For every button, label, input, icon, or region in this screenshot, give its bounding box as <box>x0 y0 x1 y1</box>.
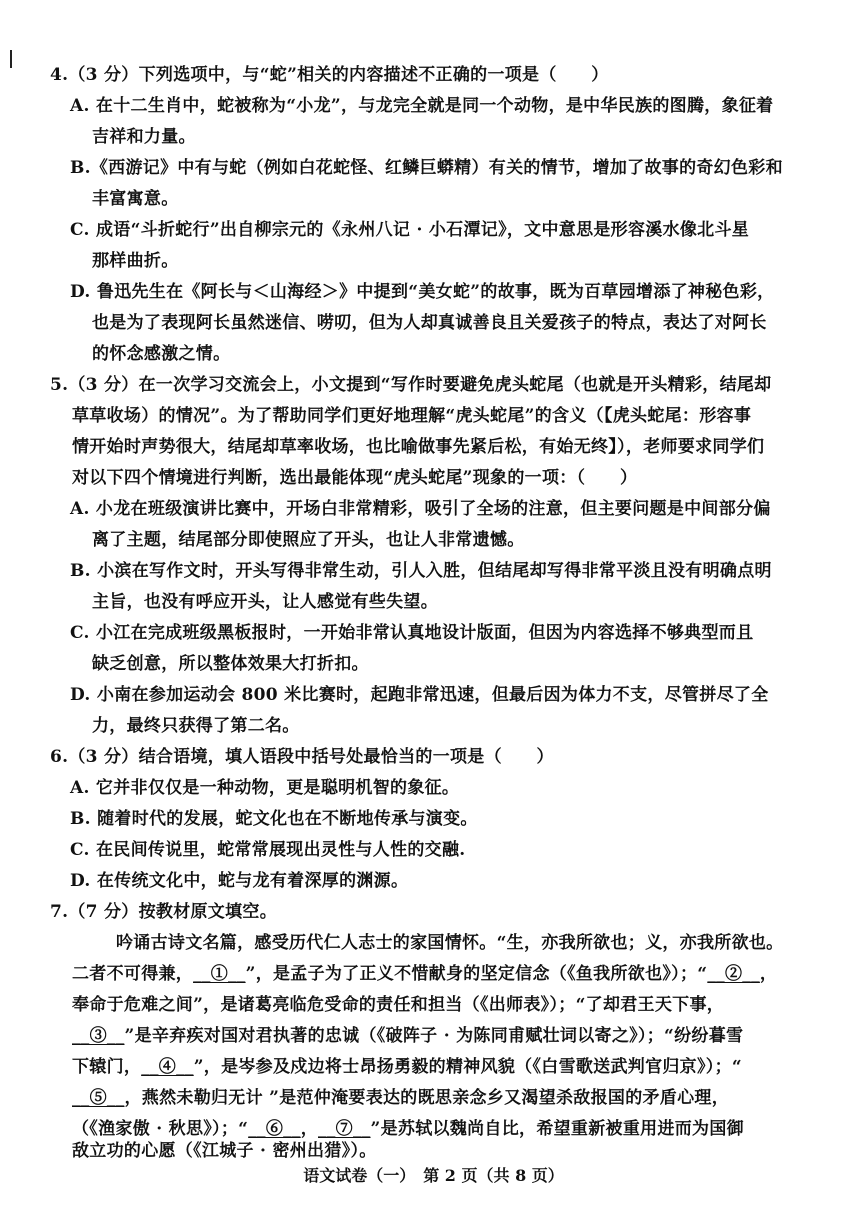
q6-option-c: C. 在民间传说里，蛇常常展现出灵性与人性的交融. <box>70 840 466 860</box>
page-footer: 语文试卷（一） 第 2 页（共 8 页） <box>303 1166 564 1185</box>
q4-option-b-cont: 丰富寓意。 <box>92 189 179 209</box>
q7-line-6 <box>72 1087 729 1109</box>
q7-blank-1: __①__ <box>193 964 246 984</box>
margin-mark <box>10 50 12 68</box>
q5-option-c: C. 小江在完成班级黑板报时，一开始非常认真地设计版面，但因为内容选择不够典型而且 <box>70 623 754 643</box>
q4-stem: 4.（3 分）下列选项中，与“蛇”相关的内容描述不正确的一项是（ ） <box>50 65 609 85</box>
q7-text: ”是苏轼以魏尚自比，希望重新被重用进而为国御 <box>370 1119 744 1139</box>
q5-stem-cont2: 情开始时声势很大，结尾却草率收场，也比喻做事先紧后松，有始无终】），老师要求同学们 <box>72 437 765 457</box>
q7-text: ”，是岑参及戍边将士昂扬勇毅的精神风貌（《白雪歌送武判官归京》）；“ <box>193 1057 742 1077</box>
q7-line-5 <box>72 1056 742 1078</box>
q5-option-b: B. 小滨在写作文时，开头写得非常生动，引人入胜，但结尾却写得非常平淡且没有明确点明 <box>70 561 772 581</box>
q7-blank-2: __②__ <box>707 964 760 984</box>
q7-text: ”，是孟子为了正义不惜献身的坚定信念（《鱼我所欲也》）；“ <box>245 964 708 984</box>
q7-text: （《渔家傲 · 秋思》）；“ <box>72 1119 249 1139</box>
q6-option-d: D. 在传统文化中，蛇与龙有着深厚的渊源。 <box>70 871 409 891</box>
q5-option-a-cont: 离了主题，结尾部分即使照应了开头，也让人非常遗憾。 <box>92 530 525 550</box>
q5-option-a: A. 小龙在班级演讲比赛中，开场白非常精彩，吸引了全场的注意，但主要问题是中间部分偏 <box>70 499 771 519</box>
q6-option-a: A. 它并非仅仅是一种动物，更是聪明机智的象征。 <box>70 778 460 798</box>
q4-option-a: A. 在十二生肖中，蛇被称为“小龙”，与龙完全就是同一个动物，是中华民族的图腾，象征着 <box>70 96 774 116</box>
q5-option-b-cont: 主旨，也没有呼应开头，让人感觉有些失望。 <box>92 592 438 612</box>
q7-blank-6: __⑥__ <box>248 1119 301 1139</box>
q4-option-d-cont: 也是为了表现阿长虽然迷信、唠叨，但为人却真诚善良且关爱孩子的特点，表达了对阿长 <box>92 313 767 333</box>
q6-option-b: B. 随着时代的发展，蛇文化也在不断地传承与演变。 <box>70 809 478 829</box>
q5-stem: 5.（3 分）在一次学习交流会上，小文提到“写作时要避免虎头蛇尾（也就是开头精彩，结尾却 <box>50 375 772 395</box>
q7-text: 下辕门， <box>72 1057 142 1077</box>
q7-line-3: 奉命于危难之间”，是诸葛亮临危受命的责任和担当（《出师表》）；“了却君王天下事， <box>72 995 725 1015</box>
q7-text: ， <box>300 1119 319 1139</box>
q7-text: ， <box>759 964 778 984</box>
q7-line-4 <box>72 1025 743 1047</box>
q4-option-d: D. 鲁迅先生在《阿长与＜山海经＞》中提到“美女蛇”的故事，既为百草园增添了神秘色彩， <box>70 282 775 302</box>
q4-option-d-cont2: 的怀念感激之情。 <box>92 344 231 364</box>
q4-option-c: C. 成语“斗折蛇行”出自柳宗元的《永州八记 · 小石潭记》，文中意思是形容溪水像北斗星 <box>70 220 750 240</box>
q5-stem-cont: 草草收场）的情况”。为了帮助同学们更好地理解“虎头蛇尾”的含义（【虎头蛇尾：形容事 <box>72 406 752 426</box>
q7-stem: 7.（7 分）按教材原文填空。 <box>50 902 277 922</box>
q7-text: ，燕然未勒归无计 ”是范仲淹要表达的既思亲念乡又渴望杀敌报国的矛盾心理， <box>124 1088 729 1108</box>
q7-blank-3: __③__ <box>72 1026 125 1046</box>
q7-blank-5: __⑤__ <box>72 1088 125 1108</box>
q7-line-7 <box>72 1118 744 1140</box>
q5-option-c-cont: 缺乏创意，所以整体效果大打折扣。 <box>92 654 369 674</box>
q6-stem: 6.（3 分）结合语境，填人语段中括号处最恰当的一项是（ ） <box>50 747 554 767</box>
q4-option-a-cont: 吉祥和力量。 <box>92 127 196 147</box>
q5-stem-cont3: 对以下四个情境进行判断，选出最能体现“虎头蛇尾”现象的一项：（ ） <box>72 468 638 488</box>
q4-option-b: B.《西游记》中有与蛇（例如白花蛇怪、红鳞巨蟒精）有关的情节，增加了故事的奇幻色彩和 <box>70 158 783 178</box>
q7-blank-7: __⑦__ <box>318 1119 371 1139</box>
q7-line-1: 吟诵古诗文名篇，感受历代仁人志士的家国情怀。“生，亦我所欲也；义，亦我所欲也。 <box>116 933 784 953</box>
q7-text: ”是辛弃疾对国对君执著的忠诚（《破阵子 · 为陈同甫赋壮词以寄之》）；“纷纷暮雪 <box>124 1026 744 1046</box>
q7-text: 二者不可得兼， <box>72 964 194 984</box>
q7-blank-4: __④__ <box>141 1057 194 1077</box>
q7-line-2 <box>72 963 777 985</box>
q5-option-d-cont: 力，最终只获得了第二名。 <box>92 716 300 736</box>
q5-option-d: D. 小南在参加运动会 800 米比赛时，起跑非常迅速，但最后因为体力不支，尽管拼尽了全 <box>70 685 769 705</box>
q4-option-c-cont: 那样曲折。 <box>92 251 179 271</box>
q7-line-8: 敌立功的心愿（《江城子 · 密州出猎》）。 <box>72 1141 377 1161</box>
